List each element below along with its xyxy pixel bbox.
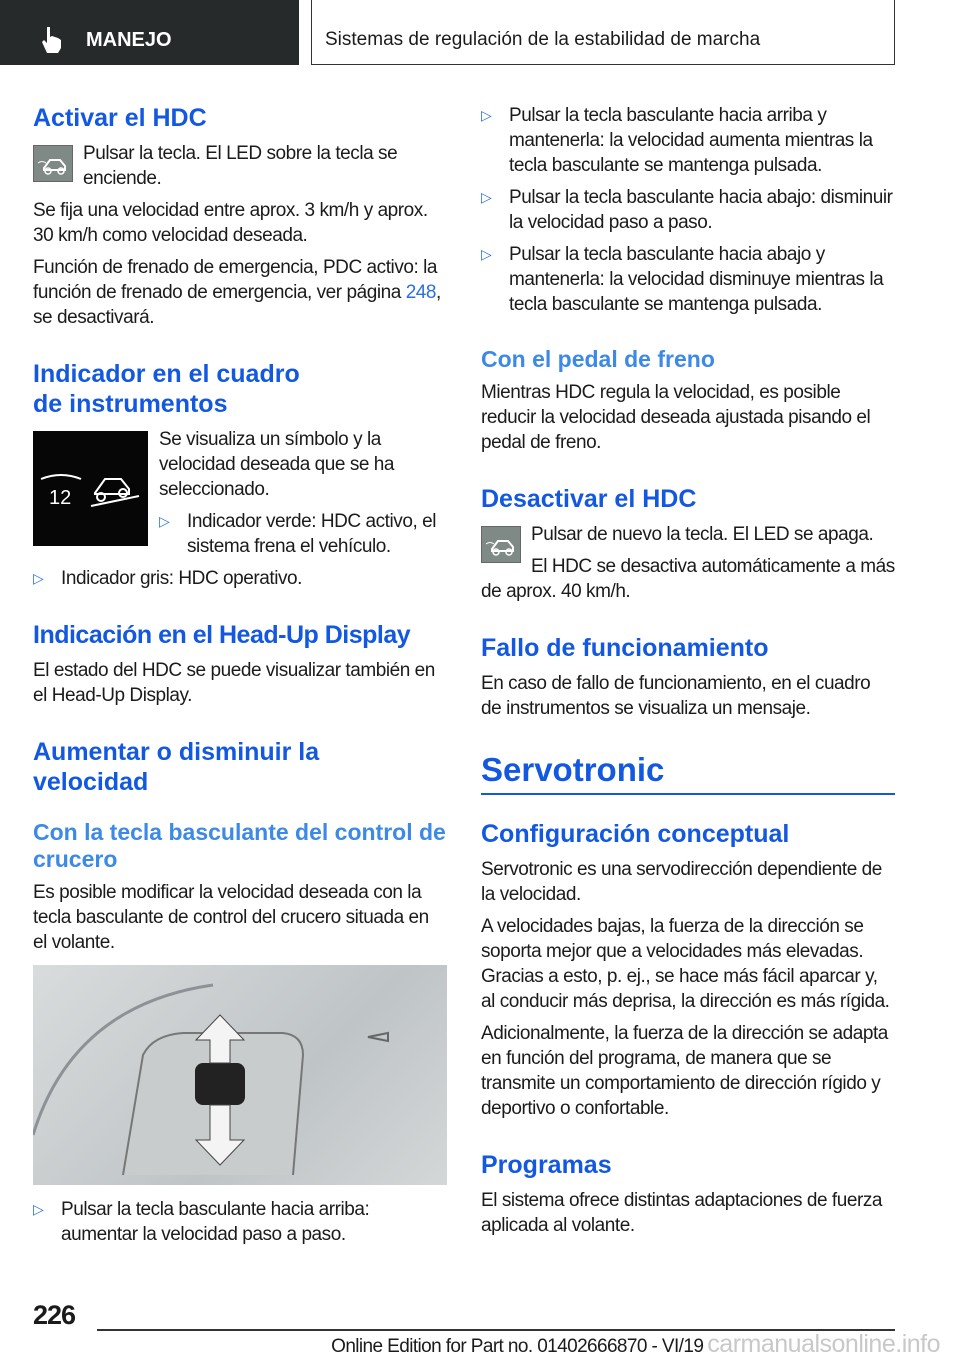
heading-aumentar: Aumentar o disminuir la velocidad <box>33 738 320 796</box>
speed-readout: 12 <box>49 487 72 509</box>
hand-pointer-icon <box>40 26 64 54</box>
hud-text: El estado del HDC se puede visualizar también en el Head-Up Display. <box>33 660 435 706</box>
indicador-bullet-1 <box>159 509 447 559</box>
indicador-bullet-2 <box>33 566 447 591</box>
rocker-bullet-3 <box>481 185 895 235</box>
activar-text-3 <box>33 255 447 330</box>
rocker-bullet-4 <box>481 242 895 317</box>
chapter-header <box>311 0 895 65</box>
desactivar-text-2: El HDC se desactiva automáticamente a más de aprox. 40 km/h. <box>481 556 895 602</box>
page-footer <box>0 1292 960 1362</box>
bullet-triangle-icon: ▷ <box>481 107 492 123</box>
heading-activar: Activar el HDC <box>33 104 207 132</box>
pedal-text: Mientras HDC regula la velocidad, es posible reducir la velocidad deseada ajustada pisando el pedal de freno. <box>481 382 871 453</box>
section-label: MANEJO <box>86 29 172 51</box>
heading-servotronic: Servotronic <box>481 751 665 788</box>
heading-indicador: Indicador en el cuadro de instrumentos <box>33 360 300 418</box>
fallo-text: En caso de fallo de funcionamiento, en el cuadro de instrumentos se visualiza un mensaje. <box>481 673 871 719</box>
edition-text: Online Edition for Part no. 01402666870 - VI/19 <box>331 1336 704 1357</box>
bullet-triangle-icon: ▷ <box>33 1201 44 1217</box>
right-column <box>481 65 895 1254</box>
subheading-tecla: Con la tecla basculante del control de crucero <box>33 819 446 872</box>
activar-text-2: Se fija una velocidad entre aprox. 3 km/h y aprox. 30 km/h como velocidad deseada. <box>33 200 428 246</box>
config-text-3: Adicionalmente, la fuerza de la dirección se adapta en función del programa, de manera que se transmite un comportamiento de dirección rígido y deportivo o confortable. <box>481 1022 888 1119</box>
heading-programas: Programas <box>481 1150 612 1179</box>
bullet-text: Pulsar la tecla basculante hacia arriba y mantenerla: la velocidad aumenta mientras la tecla basculante se mantenga pulsada. <box>509 105 873 176</box>
cluster-display-image <box>33 431 148 546</box>
tecla-text: Es posible modificar la velocidad deseada con la tecla basculante de control del crucero situada en el volante. <box>33 882 429 953</box>
heading-fallo: Fallo de funcionamiento <box>481 634 769 662</box>
programas-text: El sistema ofrece distintas adaptaciones de fuerza aplicada al volante. <box>481 1189 883 1236</box>
bullet-triangle-icon: ▷ <box>33 570 44 586</box>
bullet-triangle-icon: ▷ <box>481 246 492 262</box>
indicador-text: Se visualiza un símbolo y la velocidad deseada que se ha seleccionado. <box>159 429 395 500</box>
chapter-title: Sistemas de regulación de la estabilidad de marcha <box>325 29 761 50</box>
page-header <box>0 0 960 65</box>
activar-text-1: Pulsar la tecla. El LED sobre la tecla se enciende. <box>83 143 398 189</box>
page-link-248[interactable]: 248 <box>405 282 437 303</box>
page-number: 226 <box>33 1300 76 1330</box>
section-divider <box>481 793 895 795</box>
content-columns <box>0 65 960 1254</box>
desactivar-text-1: Pulsar de nuevo la tecla. El LED se apaga. <box>531 524 874 545</box>
config-text-2: A velocidades bajas, la fuerza de la dirección se soporta mejor que a velocidades más elevadas. Gracias a esto, p. ej., se hace más fácil aparcar y, al conducir más deprisa, la dirección es más rígida. <box>481 915 890 1012</box>
footer-line <box>331 1330 940 1359</box>
heading-hud: Indicación en el Head-Up Display <box>33 621 411 649</box>
activar-text-3b: , se desactivará. <box>33 282 441 328</box>
bullet-text: Pulsar la tecla basculante hacia abajo: disminuir la velocidad paso a paso. <box>509 187 893 233</box>
config-text-1: Servotronic es una servodirección dependiente de la velocidad. <box>481 858 882 905</box>
left-column <box>33 65 447 1254</box>
activar-text-3a: Función de frenado de emergencia, PDC activo: la función de frenado de emergencia, ver página <box>33 257 438 303</box>
hdc-button-icon <box>33 145 73 182</box>
bullet-text: Pulsar la tecla basculante hacia arriba: aumentar la velocidad paso a paso. <box>61 1199 370 1245</box>
section-tab <box>0 0 299 65</box>
tecla-bullet-1 <box>33 1197 447 1247</box>
heading-desactivar: Desactivar el HDC <box>481 485 697 513</box>
bullet-triangle-icon: ▷ <box>159 513 170 529</box>
bullet-text: Pulsar la tecla basculante hacia abajo y mantenerla: la velocidad disminuye mientras la tecla basculante se mantenga pulsada. <box>509 244 884 315</box>
bullet-text: Indicador gris: HDC operativo. <box>61 568 302 589</box>
watermark: carmanualsonline.info <box>707 1330 940 1358</box>
rocker-bullet-2 <box>481 103 895 178</box>
hdc-button-icon <box>481 526 521 563</box>
subheading-pedal: Con el pedal de freno <box>481 346 715 372</box>
heading-config: Configuración conceptual <box>481 819 790 848</box>
steering-wheel-rocker-image <box>33 965 447 1185</box>
bullet-triangle-icon: ▷ <box>481 189 492 205</box>
bullet-text: Indicador verde: HDC activo, el sistema frena el vehículo. <box>187 511 436 557</box>
